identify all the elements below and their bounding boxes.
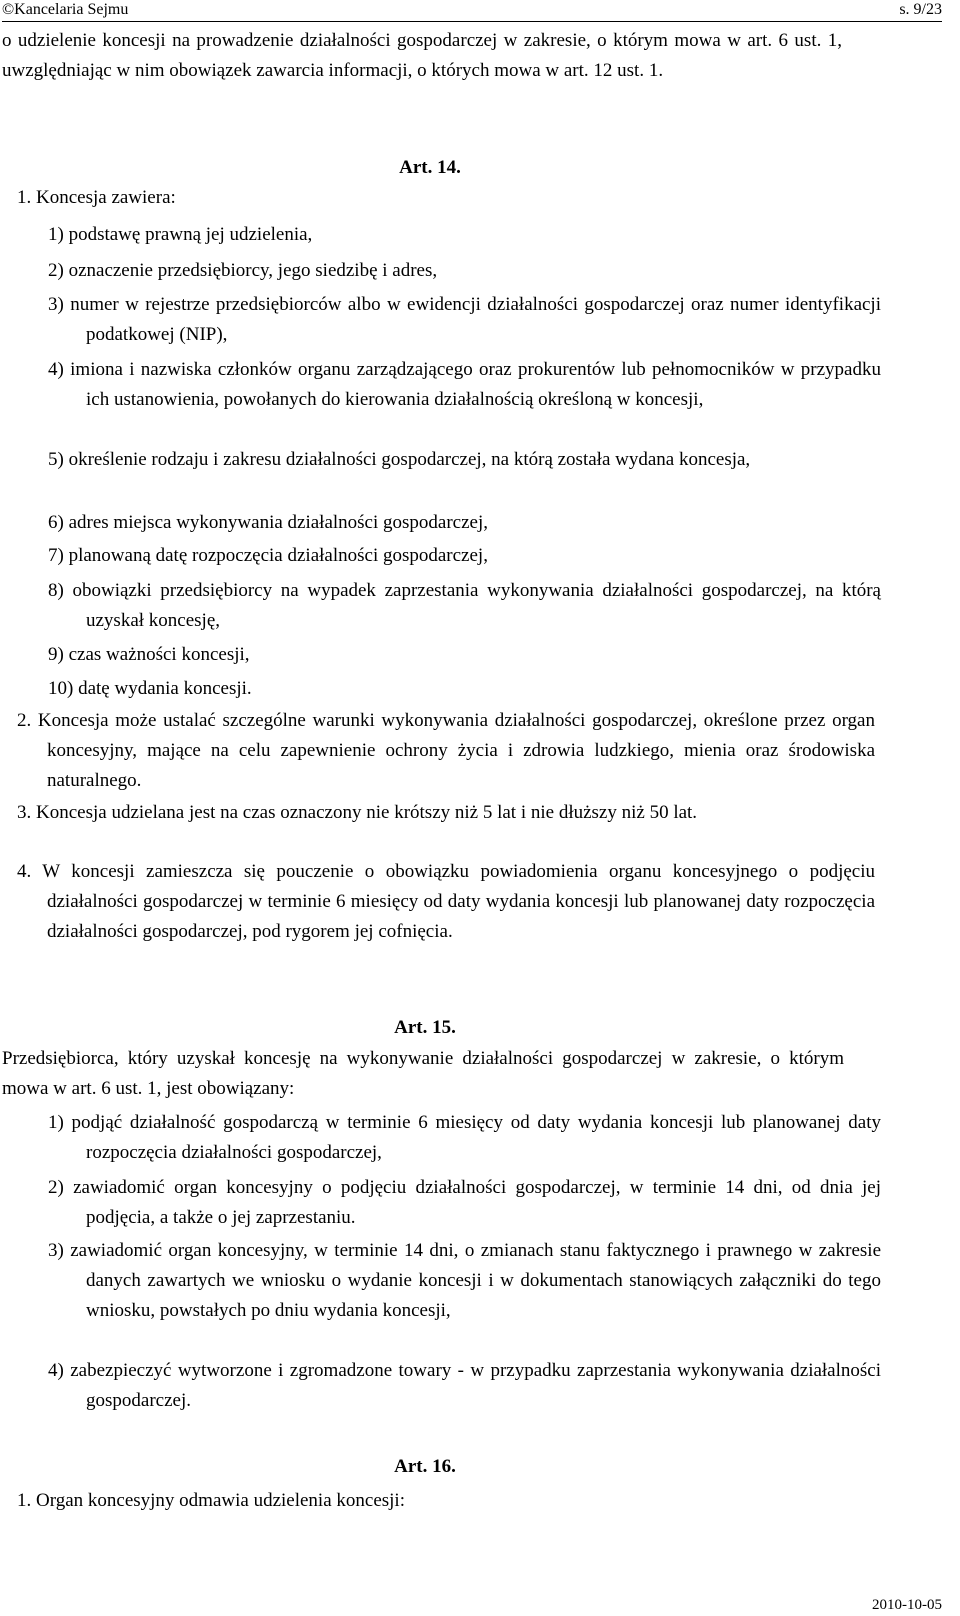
art15-item-3: 3) zawiadomić organ koncesyjny, w terminie 14 dni, o zmianach stanu faktycznego i prawnego w zakresie danych zawartych we wniosku o wydanie koncesji i w dokumentach stanowiących załączniki do tego wniosku, powstałych po dniu wydania koncesji, bbox=[48, 1240, 881, 1321]
art14-item-9: 9) czas ważności koncesji, bbox=[48, 644, 250, 665]
header-copyright: ©Kancelaria Sejmu bbox=[2, 1, 129, 18]
art14-item-3: 3) numer w rejestrze przedsiębiorców albo w ewidencji działalności gospodarczej oraz numer identyfikacji podatkowej (NIP), bbox=[48, 294, 881, 345]
art14-p2: 2. Koncesja może ustalać szczególne warunki wykonywania działalności gospodarczej, określone przez organ koncesyjny, mające na celu zapewnienie ochrony życia i zdrowia ludzkiego, mienia oraz środowiska naturalnego. bbox=[17, 710, 875, 791]
art14-item-6: 6) adres miejsca wykonywania działalności gospodarczej, bbox=[48, 512, 489, 533]
header-page-number: s. 9/23 bbox=[899, 1, 942, 18]
art14-p1-intro: 1. Koncesja zawiera: bbox=[17, 187, 176, 208]
header-divider bbox=[2, 21, 942, 22]
art16-title: Art. 16. bbox=[394, 1456, 456, 1477]
art14-p4: 4. W koncesji zamieszcza się pouczenie o obowiązku powiadomienia organu koncesyjnego o podjęciu działalności gospodarczej w terminie 6 miesięcy od daty wydania koncesji lub planowanej daty rozpoczęcia działalności gospodarczej, pod rygorem jej cofnięcia. bbox=[17, 861, 875, 942]
footer-date: 2010-10-05 bbox=[872, 1597, 942, 1613]
art14-item-10: 10) datę wydania koncesji. bbox=[48, 678, 252, 699]
art14-item-2: 2) oznaczenie przedsiębiorcy, jego siedzibę i adres, bbox=[48, 260, 438, 281]
art14-p3: 3. Koncesja udzielana jest na czas oznaczony nie krótszy niż 5 lat i nie dłuższy niż 50 lat. bbox=[17, 802, 698, 823]
art16-p1: 1. Organ koncesyjny odmawia udzielenia koncesji: bbox=[17, 1490, 405, 1511]
art15-item-1: 1) podjąć działalność gospodarczą w terminie 6 miesięcy od daty wydania koncesji lub planowanej daty rozpoczęcia działalności gospodarczej, bbox=[48, 1112, 881, 1163]
art14-item-8: 8) obowiązki przedsiębiorcy na wypadek zaprzestania wykonywania działalności gospodarczej, na którą uzyskał koncesję, bbox=[48, 580, 881, 631]
art14-item-1: 1) podstawę prawną jej udzielenia, bbox=[48, 224, 313, 245]
art14-item-5: 5) określenie rodzaju i zakresu działalności gospodarczej, na którą została wydana koncesja, bbox=[48, 449, 751, 470]
page-header bbox=[0, 0, 960, 22]
art15-title: Art. 15. bbox=[394, 1017, 456, 1038]
art14-title: Art. 14. bbox=[399, 157, 461, 178]
art15-item-2: 2) zawiadomić organ koncesyjny o podjęciu działalności gospodarczej, w terminie 14 dni, od dnia jej podjęcia, a także o jej zaprzestaniu. bbox=[48, 1177, 881, 1228]
art14-item-4: 4) imiona i nazwiska członków organu zarządzającego oraz prokurentów lub pełnomocników w przypadku ich ustanowienia, powołanych do kierowania działalnością określoną w koncesji, bbox=[48, 359, 881, 410]
intro-paragraph: o udzielenie koncesji na prowadzenie działalności gospodarczej w zakresie, o którym mowa w art. 6 ust. 1, uwzględniając w nim obowiązek zawarcia informacji, o których mowa w art. 12 ust. 1. bbox=[2, 30, 842, 81]
art14-item-7: 7) planowaną datę rozpoczęcia działalności gospodarczej, bbox=[48, 545, 488, 566]
art15-item-4: 4) zabezpieczyć wytworzone i zgromadzone towary - w przypadku zaprzestania wykonywania działalności gospodarczej. bbox=[48, 1360, 881, 1411]
art15-intro: Przedsiębiorca, który uzyskał koncesję na wykonywanie działalności gospodarczej w zakresie, o którym mowa w art. 6 ust. 1, jest obowiązany: bbox=[2, 1048, 844, 1099]
